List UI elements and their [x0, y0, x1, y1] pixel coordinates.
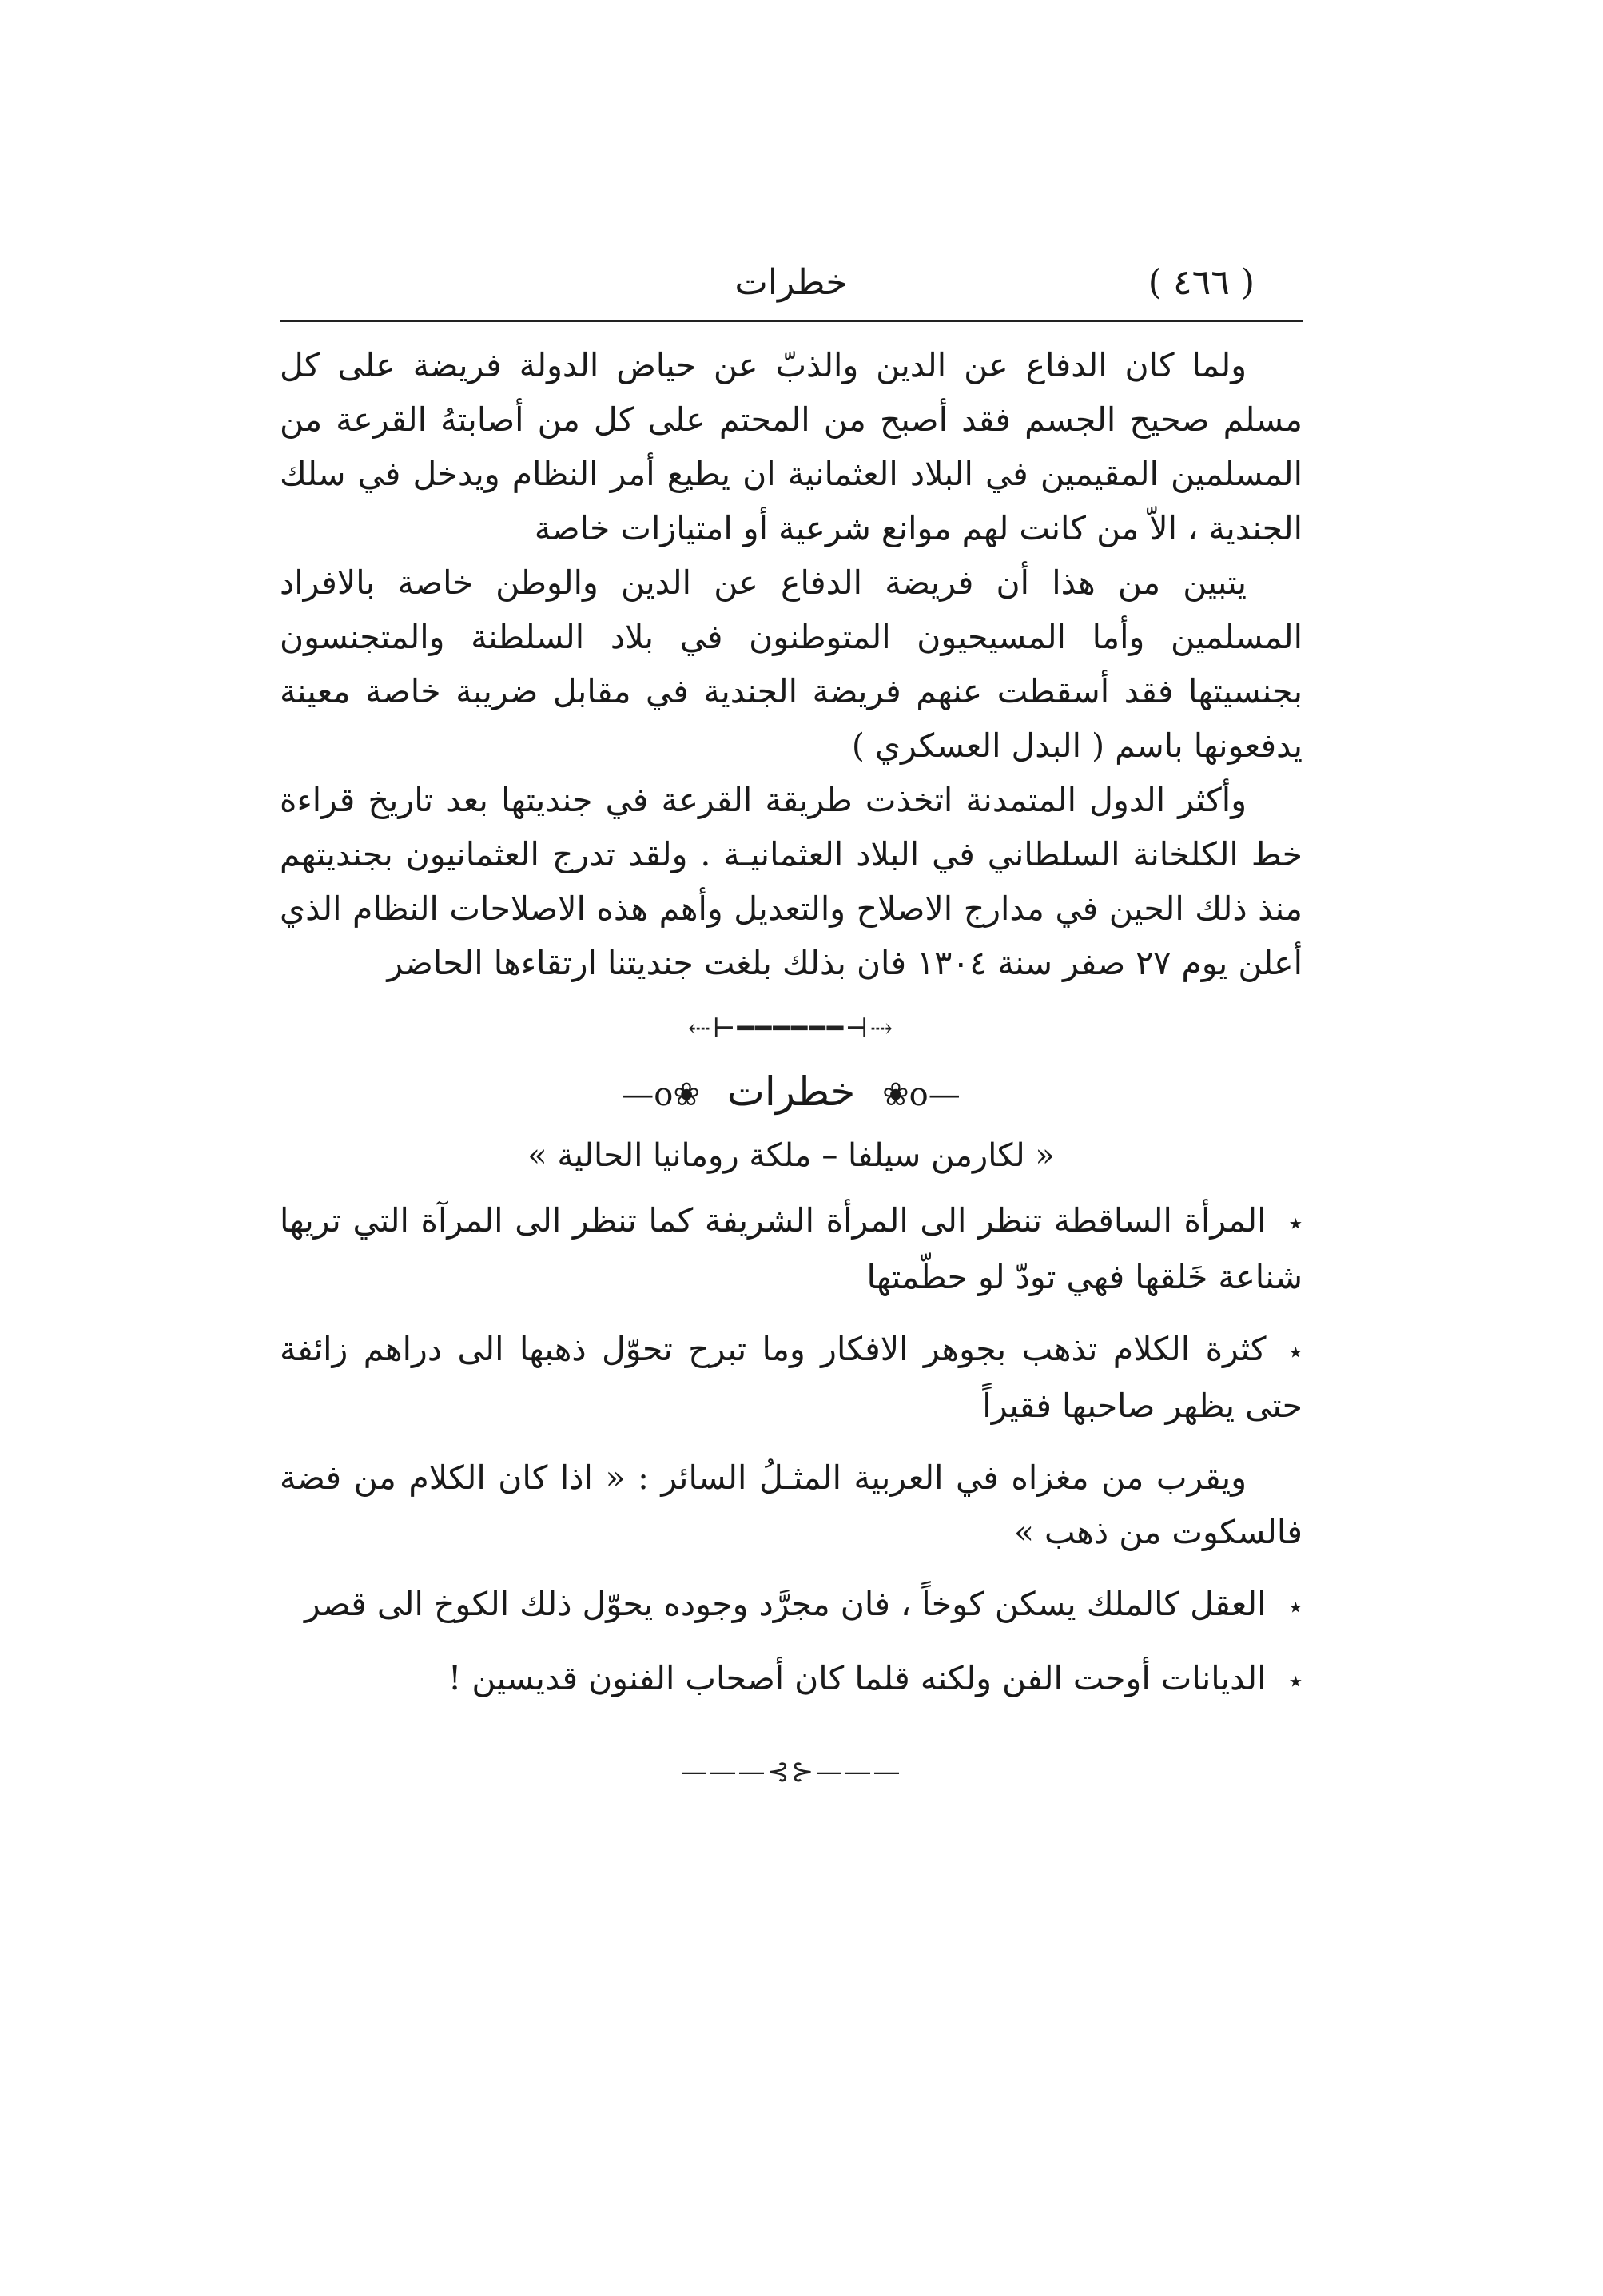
bullet-icon: ٭: [1288, 1208, 1303, 1238]
section-title: [280, 1068, 1303, 1115]
page-header: [280, 256, 1303, 322]
title-ornament-icon: ❀o—: [622, 1076, 700, 1113]
aphorism-text: الديانات أوحت الفن ولكنه قلما كان أصحاب الفنون قديسين !: [447, 1659, 1267, 1697]
section-subtitle: « لكارمن سيلفا – ملكة رومانيا الحالية »: [527, 1137, 1055, 1174]
aphorism-item: [280, 1322, 1303, 1433]
paragraph: وأكثر الدول المتمدنة اتخذت طريقة القرعة في جنديتها بعد تاريخ قراءة خط الكلخانة السلطاني في البلاد العثمانيـة . ولقد تدرج العثمانيون بجنديتهم منذ ذلك الحين في مدارج الاصلاح والتعديل وأهم هذه الاصلاحات النظام الذي أعلن يوم ٢٧ صفر سنة ١٣٠٤ فان بذلك بلغت جنديتنا ارتقاءها الحاضر: [280, 781, 1303, 982]
aphorism-text: العقل كالملك يسكن كوخاً ، فان مجرَّد وجوده يحوّل ذلك الكوخ الى قصر: [304, 1585, 1267, 1623]
page-number: ( ٤٦٦ ): [1148, 262, 1255, 303]
paragraph: يتبين من هذا أن فريضة الدفاع عن الدين والوطن خاصة بالافراد المسلمين وأما المسيحيون المتوطنون في بلاد السلطنة والمتجنسون بجنسيتها فقد أسقطت عنهم فريضة الجندية في مقابل ضريبة خاصة معينة يدفعونها باسم ( البدل العسكري ): [280, 563, 1303, 765]
main-article: [280, 338, 1303, 990]
running-title: خطرات: [734, 262, 848, 303]
section-divider-ornament: ⇢⊢━━━━━━⊣⇠: [687, 1013, 895, 1045]
aphorism-item: [280, 1577, 1303, 1633]
page: [280, 256, 1303, 1812]
bullet-icon: ٭: [1288, 1591, 1303, 1622]
aphorism-note: ويقرب من مغزاه في العربية المثـلُ السائر : « اذا كان الكلام من فضة فالسكوت من ذهب »: [280, 1458, 1303, 1551]
bullet-icon: ٭: [1288, 1665, 1303, 1696]
paragraph: ولما كان الدفاع عن الدين والذبّ عن حياض الدولة فريضة على كل مسلم صحيح الجسم فقد أصبح من المحتم على كل من أصابتهُ القرعة من المسلمين المقيمين في البلاد العثمانية ان يطيع أمر النظام ويدخل في سلك الجندية ، الاّ من كانت لهم موانع شرعية أو امتيازات خاصة: [280, 346, 1303, 547]
end-ornament: ———⊰⊱———: [680, 1756, 902, 1788]
bullet-icon: ٭: [1288, 1336, 1303, 1367]
section-title-text: خطرات: [726, 1068, 856, 1115]
title-ornament-icon: —o❀: [882, 1076, 961, 1113]
aphorism-item: [280, 1651, 1303, 1708]
aphorism-text: كثرة الكلام تذهب بجوهر الافكار وما تبرح تحوّل ذهبها الى دراهم زائفة حتى يظهر صاحبها فقيراً: [280, 1330, 1303, 1425]
aphorism-item: [280, 1193, 1303, 1304]
aphorism-text: المرأة الساقطة تنظر الى المرأة الشريفة كما تنظر الى المرآة التي تريها شناعة خَلقها فهي تودّ لو حطّمتها: [280, 1201, 1303, 1296]
